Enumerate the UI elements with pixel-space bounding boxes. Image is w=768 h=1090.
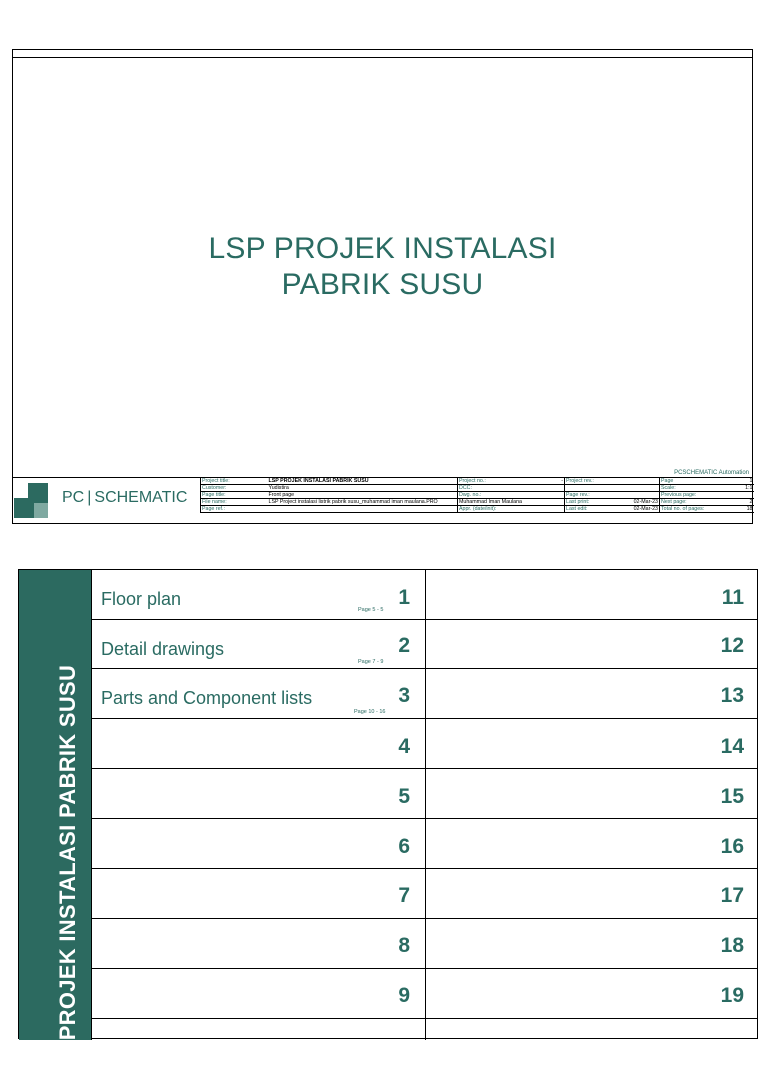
index-row-separator <box>91 1018 758 1019</box>
logo-text-schematic: SCHEMATIC <box>94 489 188 506</box>
tb-value <box>603 492 660 499</box>
tb-label: Previous page: <box>660 492 736 499</box>
index-page-ref: Page 7 - 9 <box>358 659 384 665</box>
tb-label: Project no.: <box>458 478 543 485</box>
index-row-separator <box>91 868 758 869</box>
tb-label: Scale: <box>660 485 736 492</box>
index-row-separator <box>91 918 758 919</box>
tb-value: Muhammad Iman Maulana <box>458 499 565 506</box>
tb-value <box>543 506 565 513</box>
index-number: 19 <box>720 984 744 1007</box>
tb-value: Front page <box>268 492 458 499</box>
tb-value: LSP PROJEK INSTALASI PABRIK SUSU <box>268 478 458 485</box>
tb-value <box>543 485 565 492</box>
tb-value: 2 <box>736 499 754 506</box>
tb-value: LSP Project instalasi listrik pabrik susu_muhammad iman maulana.PRO <box>268 499 458 506</box>
index-page-ref: Page 5 - 5 <box>358 607 384 613</box>
title-block-row <box>201 485 754 492</box>
index-number: 8 <box>398 934 410 957</box>
tb-value: 1:1 <box>736 485 754 492</box>
index-row-separator <box>91 768 758 769</box>
tb-label: Total no. of pages: <box>660 506 736 513</box>
index-number: 4 <box>398 735 410 758</box>
tb-value <box>736 492 754 499</box>
index-page-ref: Page 10 - 16 <box>354 709 386 715</box>
tb-value: Yudistira <box>268 485 458 492</box>
index-number: 5 <box>398 785 410 808</box>
index-number: 9 <box>398 984 410 1007</box>
title-block-row <box>201 478 754 485</box>
logo-wordmark <box>62 489 187 507</box>
index-section-detail-drawings[interactable]: Detail drawings <box>101 639 225 659</box>
tb-label: Project title: <box>201 478 268 485</box>
logo-text-pc: PC <box>62 489 85 506</box>
index-number: 17 <box>720 884 744 907</box>
index-band-divider <box>91 570 92 1040</box>
index-number: 16 <box>720 835 744 858</box>
index-number: 11 <box>721 586 744 609</box>
index-section-parts-lists[interactable]: Parts and Component lists <box>101 688 313 708</box>
project-title-line-2: PABRIK SUSU <box>281 268 484 301</box>
index-number: 12 <box>720 634 744 657</box>
tb-label: Page rev.: <box>565 492 603 499</box>
index-number: 18 <box>720 934 744 957</box>
tb-value: 02-Mar-23 <box>603 499 660 506</box>
frame-top-border <box>12 57 753 58</box>
tb-value: - <box>543 478 565 485</box>
title-block-table <box>200 478 754 513</box>
index-number: 14 <box>720 735 744 758</box>
index-number: 1 <box>398 586 410 609</box>
tb-label: Last print: <box>565 499 603 506</box>
index-number: 15 <box>720 785 744 808</box>
tb-label: Appr. (date/init): <box>458 506 543 513</box>
index-row-separator <box>91 718 758 719</box>
index-vertical-title: LSP PROJEK INSTALASI PABRIK SUSU <box>55 664 80 1090</box>
index-number: 2 <box>398 634 410 657</box>
tb-label: Page title: <box>201 492 268 499</box>
project-title-line-1: LSP PROJEK INSTALASI <box>208 232 557 265</box>
index-row-separator <box>91 668 758 669</box>
tb-value: 18 <box>736 506 754 513</box>
tb-value <box>603 485 660 492</box>
tb-label: Project rev.: <box>565 478 603 485</box>
tb-label: Dwg. no.: <box>458 492 543 499</box>
index-number: 3 <box>398 684 410 707</box>
logo-square-dark <box>28 483 48 503</box>
tb-value: 1 <box>736 478 754 485</box>
index-number: 13 <box>720 684 744 707</box>
tb-label: Customer: <box>201 485 268 492</box>
vendor-label: PCSCHEMATIC Automation <box>674 470 749 476</box>
tb-label: Page ref.: <box>201 506 268 513</box>
logo-separator: | <box>87 489 92 506</box>
index-row-separator <box>91 968 758 969</box>
tb-label: Last edit: <box>565 506 603 513</box>
index-row-separator <box>91 619 758 620</box>
index-column-divider <box>425 570 426 1040</box>
tb-value <box>268 506 458 513</box>
index-section-floor-plan[interactable]: Floor plan <box>101 589 182 609</box>
title-block-row <box>201 492 754 499</box>
tb-value <box>543 492 565 499</box>
tb-value <box>603 478 660 485</box>
tb-value: 02-Mar-23 <box>603 506 660 513</box>
index-number: 7 <box>398 884 410 907</box>
tb-label <box>565 485 603 492</box>
index-number: 6 <box>398 835 410 858</box>
tb-label: Next page: <box>660 499 736 506</box>
logo-square-fade <box>34 503 48 518</box>
title-block-row <box>201 506 754 513</box>
title-block-row <box>201 499 754 506</box>
index-row-separator <box>91 818 758 819</box>
tb-label: Page <box>660 478 736 485</box>
tb-label: File name: <box>201 499 268 506</box>
tb-label: DCC: <box>458 485 543 492</box>
